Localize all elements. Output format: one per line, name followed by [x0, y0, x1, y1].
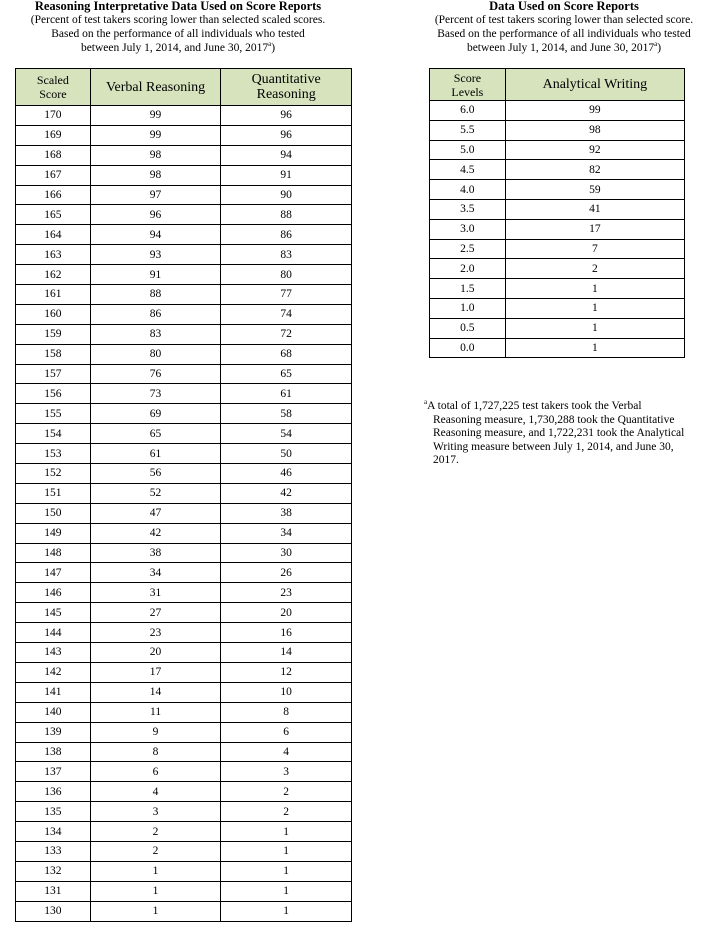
scaled-score-cell: 130 — [16, 901, 91, 921]
verbal-percent-cell: 99 — [90, 125, 221, 145]
quant-percent-cell: 10 — [221, 682, 352, 702]
scaled-score-cell: 139 — [16, 722, 91, 742]
verbal-percent-cell: 80 — [90, 344, 221, 364]
scaled-score-cell: 146 — [16, 583, 91, 603]
score-level-cell: 0.5 — [430, 318, 506, 338]
quant-percent-cell: 90 — [221, 185, 352, 205]
quant-percent-cell: 3 — [221, 762, 352, 782]
verbal-percent-cell: 14 — [90, 682, 221, 702]
scaled-score-cell: 166 — [16, 185, 91, 205]
verbal-percent-cell: 8 — [90, 742, 221, 762]
quant-percent-cell: 83 — [221, 245, 352, 265]
table-row — [16, 145, 352, 165]
writing-percent-cell: 1 — [505, 279, 684, 299]
table-row — [430, 239, 685, 259]
quant-percent-cell: 88 — [221, 205, 352, 225]
writing-percent-cell: 1 — [505, 318, 684, 338]
right-header-line3-end: ) — [657, 42, 662, 54]
quant-percent-cell: 65 — [221, 364, 352, 384]
verbal-percent-cell: 97 — [90, 185, 221, 205]
verbal-percent-cell: 1 — [90, 861, 221, 881]
verbal-percent-cell: 42 — [90, 523, 221, 543]
quant-percent-cell: 86 — [221, 225, 352, 245]
score-level-cell: 4.5 — [430, 160, 506, 180]
verbal-percent-cell: 20 — [90, 643, 221, 663]
table-row — [16, 782, 352, 802]
table-row — [16, 245, 352, 265]
scaled-score-cell: 134 — [16, 822, 91, 842]
writing-percent-cell: 7 — [505, 239, 684, 259]
writing-percent-cell: 17 — [505, 219, 684, 239]
quant-percent-cell: 91 — [221, 165, 352, 185]
quant-percent-cell: 80 — [221, 265, 352, 285]
verbal-percent-cell: 98 — [90, 165, 221, 185]
table-row — [16, 444, 352, 464]
scaled-score-cell: 164 — [16, 225, 91, 245]
scaled-score-cell: 167 — [16, 165, 91, 185]
scaled-score-cell: 160 — [16, 304, 91, 324]
table-row — [16, 623, 352, 643]
verbal-percent-cell: 56 — [90, 464, 221, 484]
quant-percent-cell: 54 — [221, 424, 352, 444]
verbal-percent-cell: 94 — [90, 225, 221, 245]
table-row — [16, 285, 352, 305]
verbal-percent-cell: 93 — [90, 245, 221, 265]
quant-percent-cell: 30 — [221, 543, 352, 563]
table-row — [16, 643, 352, 663]
footnote — [424, 400, 702, 468]
writing-percent-cell: 99 — [505, 101, 684, 121]
quant-percent-cell: 8 — [221, 702, 352, 722]
verbal-quant-body — [16, 106, 352, 922]
writing-percent-cell: 92 — [505, 140, 684, 160]
scaled-score-cell: 144 — [16, 623, 91, 643]
right-header-footnote-marker: a — [654, 40, 658, 49]
verbal-percent-cell: 61 — [90, 444, 221, 464]
verbal-percent-cell: 99 — [90, 106, 221, 126]
table-row — [16, 802, 352, 822]
quant-percent-cell: 50 — [221, 444, 352, 464]
writing-percent-cell: 41 — [505, 199, 684, 219]
table-row — [16, 901, 352, 921]
scaled-score-cell: 137 — [16, 762, 91, 782]
verbal-percent-cell: 1 — [90, 881, 221, 901]
verbal-percent-cell: 31 — [90, 583, 221, 603]
scaled-score-cell: 147 — [16, 563, 91, 583]
table-row — [16, 682, 352, 702]
table-row — [430, 318, 685, 338]
score-levels-header: Score Levels — [430, 69, 506, 101]
scaled-score-cell: 136 — [16, 782, 91, 802]
verbal-percent-cell: 76 — [90, 364, 221, 384]
table-row — [16, 662, 352, 682]
quant-percent-cell: 58 — [221, 404, 352, 424]
scaled-score-cell: 145 — [16, 603, 91, 623]
table-row — [16, 483, 352, 503]
verbal-percent-cell: 27 — [90, 603, 221, 623]
writing-percent-cell: 98 — [505, 120, 684, 140]
analytical-writing-header: Analytical Writing — [505, 69, 684, 101]
analytical-writing-body — [430, 101, 685, 358]
score-level-cell: 2.0 — [430, 259, 506, 279]
table-row — [16, 503, 352, 523]
scaled-score-cell: 170 — [16, 106, 91, 126]
quant-percent-cell: 1 — [221, 861, 352, 881]
score-level-cell: 5.0 — [430, 140, 506, 160]
quant-percent-cell: 2 — [221, 782, 352, 802]
quant-percent-cell: 1 — [221, 901, 352, 921]
scaled-score-cell: 150 — [16, 503, 91, 523]
scaled-score-cell: 132 — [16, 861, 91, 881]
quant-percent-cell: 77 — [221, 285, 352, 305]
table-row — [430, 199, 685, 219]
quant-percent-cell: 14 — [221, 643, 352, 663]
quant-percent-cell: 20 — [221, 603, 352, 623]
table-row — [430, 101, 685, 121]
scaled-score-cell: 148 — [16, 543, 91, 563]
verbal-percent-cell: 2 — [90, 822, 221, 842]
score-level-cell: 6.0 — [430, 101, 506, 121]
table-row — [16, 404, 352, 424]
verbal-percent-cell: 2 — [90, 841, 221, 861]
quant-percent-cell: 1 — [221, 881, 352, 901]
right-header-line3-text: between July 1, 2014, and June 30, 2017 — [466, 42, 655, 54]
right-table-title: Data Used on Score Reports — [489, 0, 639, 13]
right-table-header — [424, 0, 704, 55]
verbal-percent-cell: 88 — [90, 285, 221, 305]
verbal-percent-cell: 73 — [90, 384, 221, 404]
scaled-score-cell: 162 — [16, 265, 91, 285]
verbal-percent-cell: 6 — [90, 762, 221, 782]
scaled-score-cell: 158 — [16, 344, 91, 364]
scaled-score-cell: 138 — [16, 742, 91, 762]
footnote-line5: 2017. — [433, 454, 459, 466]
table-row — [16, 185, 352, 205]
table-row — [430, 298, 685, 318]
quant-percent-cell: 26 — [221, 563, 352, 583]
analytical-writing-table — [429, 68, 685, 358]
writing-percent-cell: 2 — [505, 259, 684, 279]
table-row — [16, 125, 352, 145]
left-header-line2: Based on the performance of all individuals who tested — [51, 28, 305, 40]
scaled-score-cell: 163 — [16, 245, 91, 265]
scaled-score-cell: 133 — [16, 841, 91, 861]
left-header-footnote-marker: a — [268, 40, 272, 49]
scaled-score-cell: 154 — [16, 424, 91, 444]
table-row — [16, 702, 352, 722]
table-row — [16, 384, 352, 404]
score-level-cell: 0.0 — [430, 338, 506, 358]
table-row — [430, 259, 685, 279]
table-header-row — [16, 69, 352, 106]
scaled-score-cell: 161 — [16, 285, 91, 305]
quant-percent-cell: 74 — [221, 304, 352, 324]
verbal-percent-cell: 98 — [90, 145, 221, 165]
quant-percent-cell: 96 — [221, 106, 352, 126]
quant-percent-cell: 96 — [221, 125, 352, 145]
table-row — [16, 424, 352, 444]
verbal-percent-cell: 65 — [90, 424, 221, 444]
left-header-line1: (Percent of test takers scoring lower than selected scaled scores. — [30, 14, 326, 26]
table-row — [16, 344, 352, 364]
scaled-score-cell: 155 — [16, 404, 91, 424]
score-level-cell: 1.0 — [430, 298, 506, 318]
table-row — [16, 225, 352, 245]
scaled-score-cell: 141 — [16, 682, 91, 702]
scaled-score-cell: 151 — [16, 483, 91, 503]
scaled-score-cell: 159 — [16, 324, 91, 344]
scaled-score-cell: 140 — [16, 702, 91, 722]
quant-percent-cell: 72 — [221, 324, 352, 344]
table-row — [430, 219, 685, 239]
table-row — [430, 160, 685, 180]
verbal-percent-cell: 11 — [90, 702, 221, 722]
verbal-percent-cell: 17 — [90, 662, 221, 682]
left-header-line3 — [10, 41, 346, 55]
table-row — [430, 279, 685, 299]
table-row — [16, 742, 352, 762]
quantitative-reasoning-header: Quantitative Reasoning — [221, 69, 352, 106]
left-table-title: Reasoning Interpretative Data Used on Score Reports — [34, 0, 322, 13]
table-row — [16, 822, 352, 842]
verbal-quant-table — [15, 68, 352, 922]
footnote-line4: Writing measure between July 1, 2014, and June 30, — [433, 440, 674, 453]
quant-percent-cell: 34 — [221, 523, 352, 543]
scaled-score-cell: 169 — [16, 125, 91, 145]
scaled-score-cell: 149 — [16, 523, 91, 543]
scaled-score-cell: 156 — [16, 384, 91, 404]
verbal-percent-cell: 34 — [90, 563, 221, 583]
table-row — [16, 324, 352, 344]
table-row — [16, 464, 352, 484]
footnote-line2: Reasoning measure, 1,730,288 took the Quantitative — [433, 413, 675, 426]
writing-percent-cell: 59 — [505, 180, 684, 200]
writing-percent-cell: 1 — [505, 338, 684, 358]
score-level-cell: 3.0 — [430, 219, 506, 239]
table-row — [16, 861, 352, 881]
quant-percent-cell: 38 — [221, 503, 352, 523]
quant-percent-cell: 6 — [221, 722, 352, 742]
quant-percent-cell: 1 — [221, 841, 352, 861]
quant-percent-cell: 46 — [221, 464, 352, 484]
table-row — [16, 364, 352, 384]
left-header-line3-end: ) — [271, 42, 276, 54]
quant-percent-cell: 12 — [221, 662, 352, 682]
quant-percent-cell: 61 — [221, 384, 352, 404]
table-row — [16, 165, 352, 185]
table-row — [16, 841, 352, 861]
right-header-line1: (Percent of test takers scoring lower than selected score. — [434, 14, 694, 26]
left-table-header — [10, 0, 346, 55]
right-header-line3 — [424, 41, 704, 55]
verbal-percent-cell: 96 — [90, 205, 221, 225]
table-row — [16, 722, 352, 742]
score-level-cell: 1.5 — [430, 279, 506, 299]
table-header-row — [430, 69, 685, 101]
table-row — [16, 563, 352, 583]
scaled-score-cell: 131 — [16, 881, 91, 901]
table-row — [16, 603, 352, 623]
table-row — [430, 180, 685, 200]
table-row — [16, 205, 352, 225]
quant-percent-cell: 1 — [221, 822, 352, 842]
score-level-cell: 2.5 — [430, 239, 506, 259]
quant-percent-cell: 68 — [221, 344, 352, 364]
verbal-percent-cell: 3 — [90, 802, 221, 822]
verbal-percent-cell: 47 — [90, 503, 221, 523]
quant-percent-cell: 16 — [221, 623, 352, 643]
verbal-percent-cell: 86 — [90, 304, 221, 324]
right-header-line2: Based on the performance of all individuals who tested — [437, 28, 691, 40]
quant-percent-cell: 94 — [221, 145, 352, 165]
writing-percent-cell: 82 — [505, 160, 684, 180]
scaled-score-cell: 152 — [16, 464, 91, 484]
table-row — [430, 140, 685, 160]
quant-percent-cell: 42 — [221, 483, 352, 503]
table-row — [430, 120, 685, 140]
table-row — [16, 881, 352, 901]
table-row — [16, 106, 352, 126]
scaled-score-cell: 168 — [16, 145, 91, 165]
table-row — [16, 304, 352, 324]
left-header-line3-text: between July 1, 2014, and June 30, 2017 — [80, 42, 269, 54]
quant-percent-cell: 23 — [221, 583, 352, 603]
verbal-percent-cell: 38 — [90, 543, 221, 563]
scaled-score-cell: 165 — [16, 205, 91, 225]
table-row — [16, 265, 352, 285]
quant-percent-cell: 4 — [221, 742, 352, 762]
score-level-cell: 3.5 — [430, 199, 506, 219]
verbal-percent-cell: 83 — [90, 324, 221, 344]
verbal-percent-cell: 4 — [90, 782, 221, 802]
score-level-cell: 5.5 — [430, 120, 506, 140]
score-level-cell: 4.0 — [430, 180, 506, 200]
table-row — [16, 523, 352, 543]
verbal-percent-cell: 1 — [90, 901, 221, 921]
table-row — [16, 583, 352, 603]
footnote-first-line: $^a$A total of 1,727,225 test takers took the Verbal — [424, 398, 642, 412]
table-row — [430, 338, 685, 358]
scaled-score-header: Scaled Score — [16, 69, 91, 106]
verbal-percent-cell: 9 — [90, 722, 221, 742]
scaled-score-cell: 157 — [16, 364, 91, 384]
verbal-percent-cell: 69 — [90, 404, 221, 424]
scaled-score-cell: 143 — [16, 643, 91, 663]
verbal-reasoning-header: Verbal Reasoning — [90, 69, 221, 106]
scaled-score-cell: 142 — [16, 662, 91, 682]
verbal-percent-cell: 23 — [90, 623, 221, 643]
table-row — [16, 543, 352, 563]
writing-percent-cell: 1 — [505, 298, 684, 318]
verbal-percent-cell: 52 — [90, 483, 221, 503]
verbal-percent-cell: 91 — [90, 265, 221, 285]
table-row — [16, 762, 352, 782]
scaled-score-cell: 135 — [16, 802, 91, 822]
footnote-line3: Reasoning measure, and 1,722,231 took the Analytical — [433, 427, 685, 439]
quant-percent-cell: 2 — [221, 802, 352, 822]
scaled-score-cell: 153 — [16, 444, 91, 464]
footnote-marker: a — [424, 398, 428, 407]
